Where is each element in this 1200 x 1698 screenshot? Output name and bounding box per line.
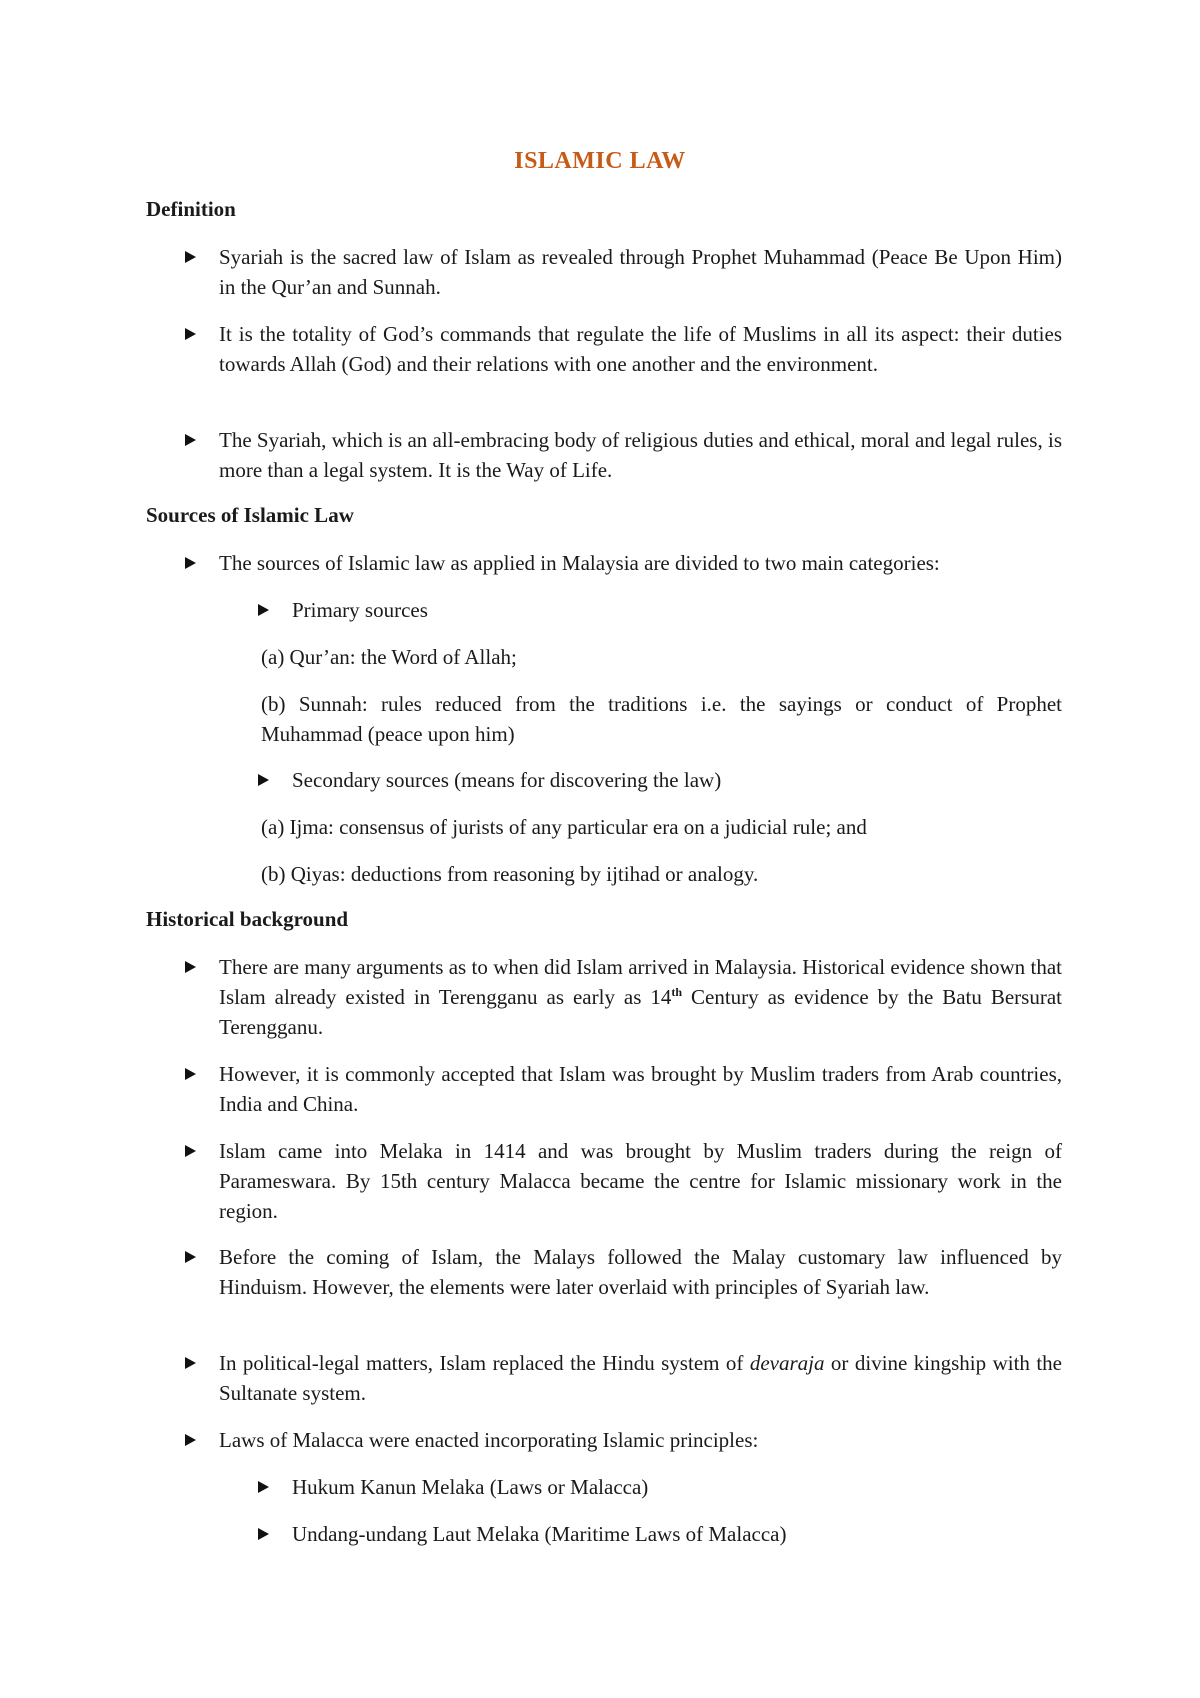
devaraja-term: devaraja (749, 1351, 825, 1375)
bullet-icon (258, 604, 269, 616)
definition-bullet-1: Syariah is the sacred law of Islam as revealed through Prophet Muhammad (Peace Be Upon Him) in the Qur’an and Sunnah. (219, 245, 1062, 299)
bullet-icon (185, 961, 196, 973)
history-bullet-5 (219, 1348, 1062, 1408)
malacca-law-2: Undang-undang Laut Melaka (Maritime Laws of Malacca) (292, 1522, 787, 1546)
secondary-source-qiyas: (b) Qiyas: deductions from reasoning by ijtihad or analogy. (261, 862, 759, 886)
bullet-icon (258, 1481, 269, 1493)
history-bullet-5-text-a: In political-legal matters, Islam replaced the Hindu system of (219, 1351, 750, 1375)
sources-intro: The sources of Islamic law as applied in Malaysia are divided to two main categories: (219, 551, 940, 575)
bullet-icon (185, 434, 196, 446)
history-bullet-1-text-b: Century as evidence by the Batu Bersurat Terengganu. (219, 985, 1062, 1039)
history-bullet-1-text-a: There are many arguments as to when did Islam arrived in Malaysia. Historical evidence shown that Islam already existed in Terengganu as early as 14 (219, 955, 1062, 1009)
primary-sources-label: Primary sources (292, 598, 428, 622)
history-bullet-3: Islam came into Melaka in 1414 and was brought by Muslim traders during the reign of Parameswara. By 15th century Malacca became the centre for Islamic missionary work in the region. (219, 1139, 1062, 1223)
secondary-source-ijma: (a) Ijma: consensus of jurists of any particular era on a judicial rule; and (261, 815, 867, 839)
section-heading-history: Historical background (146, 907, 349, 931)
history-bullet-6: Laws of Malacca were enacted incorporating Islamic principles: (219, 1428, 759, 1452)
definition-bullet-2: It is the totality of God’s commands that regulate the life of Muslims in all its aspect: their duties towards Allah (God) and their relations with one another and the environment. (219, 322, 1062, 376)
primary-source-quran: (a) Qur’an: the Word of Allah; (261, 645, 517, 669)
bullet-icon (258, 774, 269, 786)
page-title: ISLAMIC LAW (514, 148, 686, 174)
bullet-icon (185, 1145, 196, 1157)
secondary-sources-label: Secondary sources (means for discovering the law) (292, 768, 722, 792)
bullet-icon (185, 1357, 196, 1369)
bullet-icon (258, 1528, 269, 1540)
history-bullet-5-text-b: or divine kingship with the Sultanate system. (219, 1351, 1062, 1405)
bullet-icon (185, 1434, 196, 1446)
bullet-icon (185, 1068, 196, 1080)
malacca-law-1: Hukum Kanun Melaka (Laws or Malacca) (292, 1475, 649, 1499)
primary-source-sunnah: (b) Sunnah: rules reduced from the traditions i.e. the sayings or conduct of Prophet Muhammad (peace upon him) (261, 692, 1062, 746)
ordinal-suffix: th (671, 985, 683, 999)
bullet-icon (185, 1251, 196, 1263)
bullet-icon (185, 328, 196, 340)
history-bullet-1 (219, 952, 1062, 1042)
bullet-icon (185, 557, 196, 569)
section-heading-sources: Sources of Islamic Law (146, 503, 354, 527)
history-bullet-4: Before the coming of Islam, the Malays followed the Malay customary law influenced by Hinduism. However, the elements were later overlaid with principles of Syariah law. (219, 1245, 1062, 1299)
definition-bullet-3: The Syariah, which is an all-embracing body of religious duties and ethical, moral and legal rules, is more than a legal system. It is the Way of Life. (219, 428, 1062, 482)
bullet-icon (185, 251, 196, 263)
section-heading-definition: Definition (146, 197, 236, 221)
history-bullet-2: However, it is commonly accepted that Islam was brought by Muslim traders from Arab countries, India and China. (219, 1062, 1062, 1116)
